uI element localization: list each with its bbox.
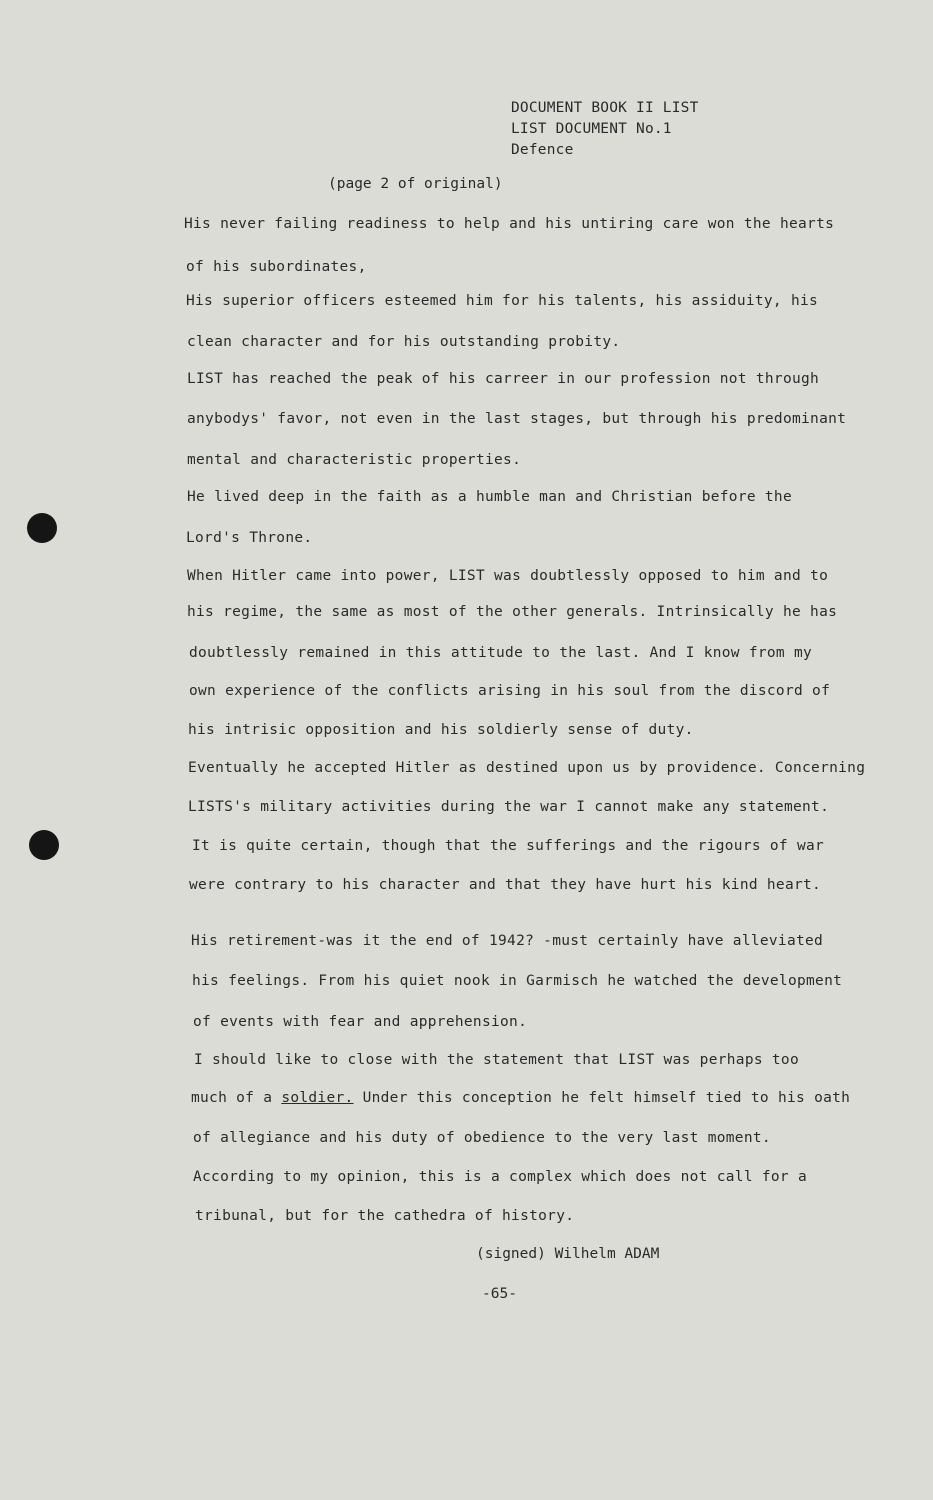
body-line: his intrisic opposition and his soldierly sense of duty. bbox=[188, 722, 694, 738]
soldier-line-before: much of a bbox=[191, 1090, 282, 1106]
body-line-soldier bbox=[191, 1090, 850, 1106]
body-line: his feelings. From his quiet nook in Garmisch he watched the development bbox=[192, 973, 843, 989]
body-line: His retirement-was it the end of 1942? -must certainly have alleviated bbox=[191, 933, 824, 949]
body-line: clean character and for his outstanding probity. bbox=[187, 334, 621, 350]
body-line: were contrary to his character and that they have hurt his kind heart. bbox=[189, 877, 822, 893]
header-line-2: LIST DOCUMENT No.1 bbox=[511, 121, 672, 137]
header-line-3: Defence bbox=[511, 142, 574, 158]
body-line: According to my opinion, this is a complex which does not call for a bbox=[193, 1169, 808, 1185]
body-line: His superior officers esteemed him for his talents, his assiduity, his bbox=[186, 293, 819, 309]
body-line: Lord's Throne. bbox=[186, 530, 313, 546]
body-line: tribunal, but for the cathedra of history. bbox=[195, 1208, 575, 1224]
body-line: He lived deep in the faith as a humble man and Christian before the bbox=[187, 489, 792, 505]
body-line: LISTS's military activities during the war I cannot make any statement. bbox=[188, 799, 830, 815]
soldier-line-after: Under this conception he felt himself tied to his oath bbox=[353, 1090, 851, 1106]
body-line: I should like to close with the statement that LIST was perhaps too bbox=[194, 1052, 799, 1068]
body-line: It is quite certain, though that the sufferings and the rigours of war bbox=[192, 838, 825, 854]
body-line: of allegiance and his duty of obedience to the very last moment. bbox=[193, 1130, 771, 1146]
body-line: anybodys' favor, not even in the last stages, but through his predominant bbox=[187, 411, 847, 427]
body-line: of events with fear and apprehension. bbox=[193, 1014, 528, 1030]
body-line: his regime, the same as most of the other generals. Intrinsically he has bbox=[187, 604, 838, 620]
original-page-note: (page 2 of original) bbox=[328, 176, 503, 192]
signature-line: (signed) Wilhelm ADAM bbox=[476, 1246, 660, 1262]
soldier-underlined: soldier. bbox=[281, 1090, 354, 1106]
body-line: When Hitler came into power, LIST was doubtlessly opposed to him and to bbox=[187, 568, 829, 584]
body-line: Eventually he accepted Hitler as destined upon us by providence. Concerning bbox=[188, 760, 866, 776]
page-number: -65- bbox=[482, 1286, 517, 1302]
header-line-1: DOCUMENT BOOK II LIST bbox=[511, 100, 699, 116]
body-line: of his subordinates, bbox=[186, 259, 367, 275]
body-line: doubtlessly remained in this attitude to the last. And I know from my bbox=[189, 645, 813, 661]
body-line: LIST has reached the peak of his carreer in our profession not through bbox=[187, 371, 820, 387]
body-line: own experience of the conflicts arising in his soul from the discord of bbox=[189, 683, 831, 699]
body-line: mental and characteristic properties. bbox=[187, 452, 522, 468]
body-line: His never failing readiness to help and his untiring care won the hearts bbox=[184, 216, 835, 232]
